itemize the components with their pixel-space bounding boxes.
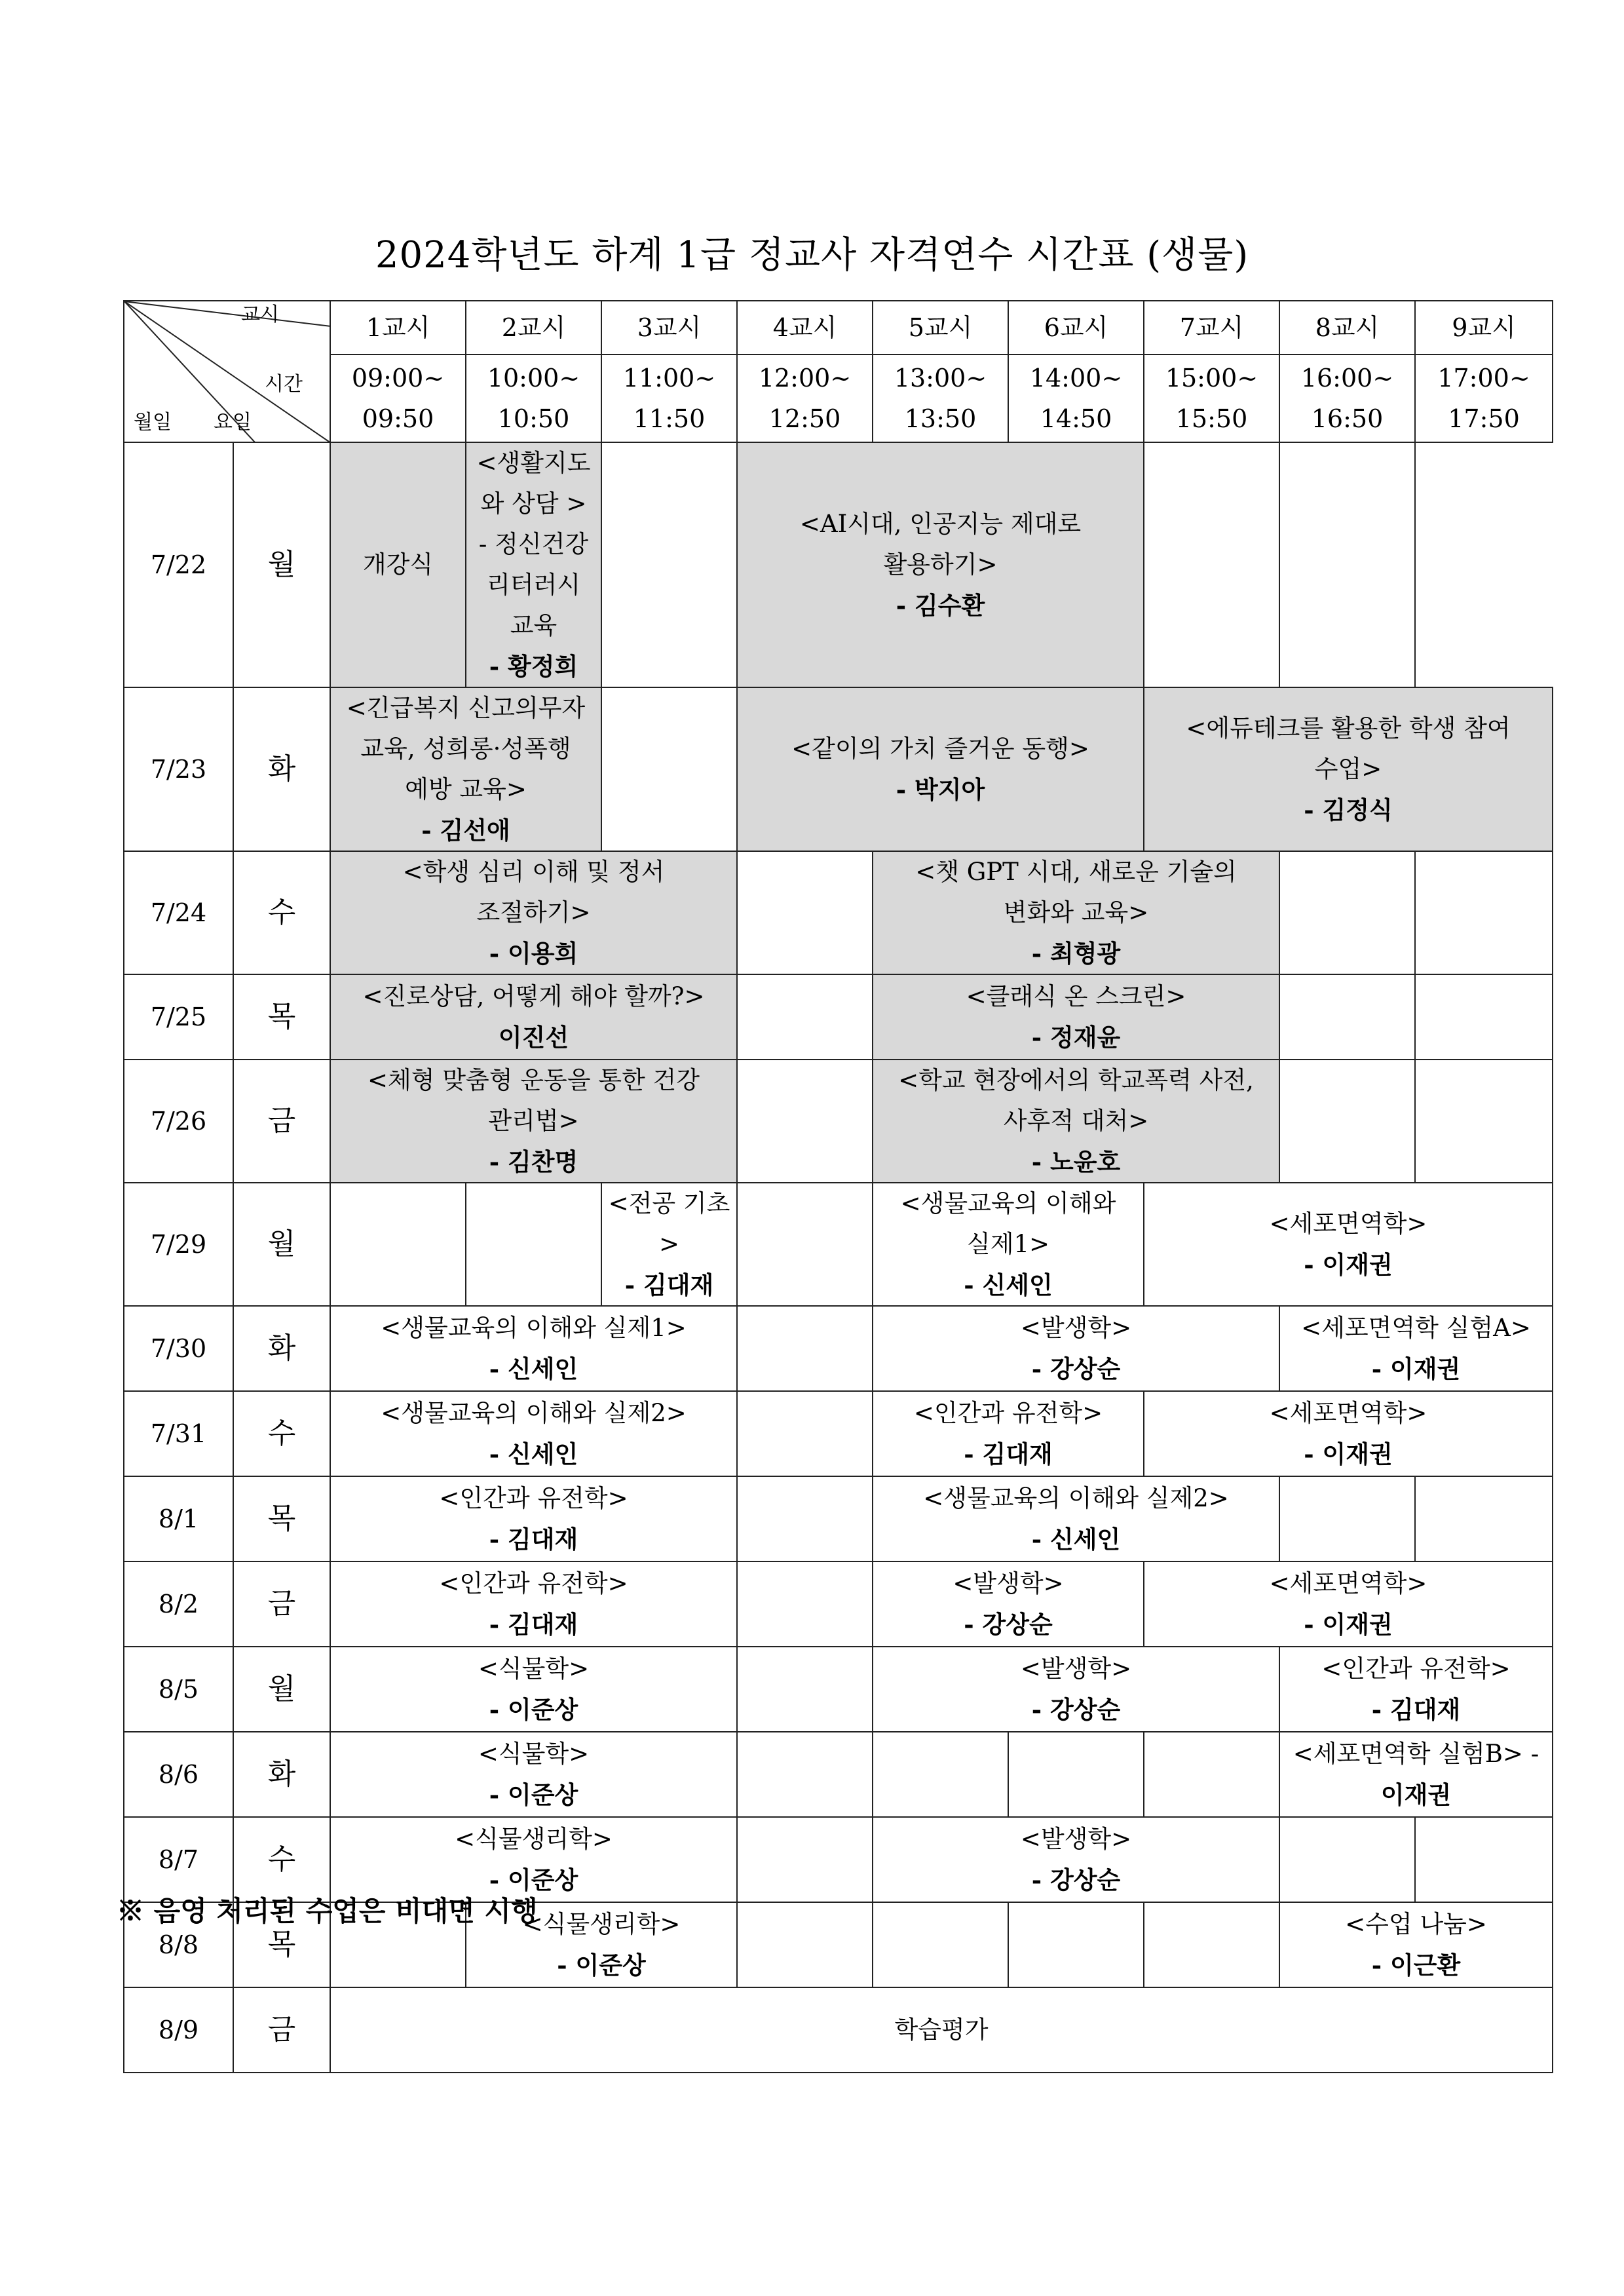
weekday-cell: 목 (233, 974, 330, 1060)
period-time (1144, 354, 1279, 442)
weekday-cell: 화 (233, 1732, 330, 1817)
instructor-name: - 이준상 (489, 1780, 578, 1809)
session-title-line: 사후적 대처> (1003, 1107, 1149, 1135)
session-cell (873, 1647, 1279, 1732)
instructor-name: - 신세인 (489, 1354, 578, 1383)
session-title-line: <클래식 온 스크린> (966, 982, 1186, 1010)
instructor-name: - 이용희 (489, 939, 578, 968)
period-label: 6교시 (1008, 301, 1144, 354)
corner-label-weekday: 요일 (214, 411, 252, 434)
date-cell: 7/30 (124, 1306, 233, 1391)
period-time (1415, 354, 1553, 442)
session-title-line: <세포면역학> (1269, 1399, 1427, 1427)
session-title-line: 변화와 교육> (1003, 898, 1149, 927)
instructor-name: - 노윤호 (1031, 1147, 1121, 1176)
empty-cell (737, 974, 873, 1060)
instructor-name: - 김선애 (421, 816, 510, 845)
period-start: 13:00~ (894, 364, 987, 392)
empty-cell (1144, 442, 1279, 687)
table-row (124, 1987, 1553, 2073)
weekday-cell: 화 (233, 1306, 330, 1391)
session-title-line: <발생학> (1020, 1655, 1132, 1683)
empty-cell (737, 1391, 873, 1476)
period-end: 16:50 (1311, 404, 1384, 433)
session-title-line: 조절하기> (476, 898, 591, 927)
empty-cell (1008, 1732, 1144, 1817)
table-row (124, 1561, 1553, 1647)
session-title-line: 예방 교육> (405, 775, 527, 803)
session-cell (330, 1306, 737, 1391)
empty-cell (1415, 851, 1553, 974)
instructor-name: - 이재권 (1371, 1354, 1461, 1383)
period-label: 8교시 (1279, 301, 1415, 354)
session-title-line: 실제1> (966, 1230, 1050, 1258)
date-cell: 7/29 (124, 1183, 233, 1306)
table-row (124, 1391, 1553, 1476)
period-label: 7교시 (1144, 301, 1279, 354)
period-start: 10:00~ (487, 364, 580, 392)
session-title-line: <식물학> (478, 1740, 590, 1768)
table-row (124, 1183, 1553, 1306)
weekday-cell: 금 (233, 1060, 330, 1183)
session-cell (330, 1987, 1553, 2073)
table-row (124, 1732, 1553, 1817)
empty-cell (737, 1183, 873, 1306)
empty-cell (873, 1732, 1008, 1817)
session-title-line: <식물생리학> (455, 1825, 613, 1853)
empty-cell (1415, 1476, 1553, 1561)
instructor-name: - 김대재 (1371, 1695, 1461, 1724)
session-title-line: <인간과 유전학> (439, 1484, 628, 1512)
instructor-name: - 김대재 (964, 1440, 1053, 1468)
empty-cell (1279, 851, 1415, 974)
empty-cell (1279, 1060, 1415, 1183)
weekday-cell: 수 (233, 851, 330, 974)
corner-label-period: 교시 (241, 303, 279, 326)
period-end: 11:50 (633, 404, 706, 433)
empty-cell (737, 1732, 873, 1817)
instructor-name: 이진선 (498, 1023, 569, 1052)
instructor-name: - 김수환 (896, 591, 985, 620)
date-cell: 8/7 (124, 1817, 233, 1902)
corner-label-time: 시간 (265, 373, 303, 396)
empty-cell (737, 1902, 873, 1987)
session-title-line: <식물학> (478, 1655, 590, 1683)
period-start: 15:00~ (1165, 364, 1258, 392)
session-title-line: <발생학> (953, 1569, 1064, 1598)
corner-label-date: 월일 (134, 411, 172, 434)
session-title-line: - 정신건강 리터러시 (478, 530, 589, 599)
instructor-name: - 이재권 (1304, 1440, 1393, 1468)
date-cell: 8/8 (124, 1902, 233, 1987)
table-row (124, 1060, 1553, 1183)
session-title-line: 수업> (1314, 755, 1382, 783)
session-title-line: <챗 GPT 시대, 새로운 기술의 (915, 858, 1237, 886)
period-label: 1교시 (330, 301, 466, 354)
session-cell (737, 442, 1144, 687)
empty-cell (1415, 974, 1553, 1060)
period-end: 10:50 (497, 404, 570, 433)
session-title-line: <식물생리학> (522, 1910, 681, 1938)
instructor-name: - 이준상 (557, 1951, 646, 1980)
session-cell (1144, 1183, 1553, 1306)
period-end: 13:50 (904, 404, 977, 433)
session-title-line: <수업 나눔> (1345, 1910, 1487, 1938)
empty-cell (737, 851, 873, 974)
session-title-line: 활용하기> (883, 550, 998, 579)
empty-cell (873, 1902, 1008, 1987)
table-row (124, 442, 1553, 687)
session-cell (330, 851, 737, 974)
date-cell: 8/5 (124, 1647, 233, 1732)
session-cell (873, 1476, 1279, 1561)
period-start: 17:00~ (1437, 364, 1530, 392)
session-title-line: <생물교육의 이해와 실제2> (923, 1484, 1229, 1512)
instructor-name: - 신세인 (964, 1271, 1053, 1299)
session-title-line: <세포면역학 실험A> (1301, 1314, 1531, 1342)
session-cell (1144, 1391, 1553, 1476)
period-end: 17:50 (1448, 404, 1520, 433)
session-cell (873, 1060, 1279, 1183)
session-title-line: <체형 맞춤형 운동을 통한 건강 (368, 1066, 700, 1094)
session-cell (873, 851, 1279, 974)
session-title-line: <학생 심리 이해 및 정서 (402, 858, 665, 886)
session-cell (1279, 1902, 1553, 1987)
session-cell (330, 974, 737, 1060)
session-title-line: <세포면역학> (1269, 1569, 1427, 1598)
period-start: 09:00~ (351, 364, 445, 392)
empty-cell (1279, 442, 1415, 687)
date-cell: 8/1 (124, 1476, 233, 1561)
session-title-line: 학습평가 (894, 2016, 989, 2044)
empty-cell (1144, 1732, 1279, 1817)
instructor-name: 이재권 (1380, 1780, 1452, 1809)
table-row (124, 1476, 1553, 1561)
instructor-name: - 김찬명 (489, 1147, 578, 1176)
instructor-name: - 강상순 (1031, 1354, 1121, 1383)
weekday-cell: 목 (233, 1476, 330, 1561)
empty-cell (737, 1476, 873, 1561)
session-title-line: <생물교육의 이해와 (900, 1189, 1116, 1217)
empty-cell (1415, 1817, 1553, 1902)
page-title: 2024학년도 하계 1급 정교사 자격연수 시간표 (생물) (375, 234, 1249, 277)
date-cell: 8/9 (124, 1987, 233, 2073)
session-cell (873, 1183, 1144, 1306)
instructor-name: - 이준상 (489, 1695, 578, 1724)
instructor-name: - 신세인 (489, 1440, 578, 1468)
empty-cell (1279, 974, 1415, 1060)
session-cell (873, 1817, 1279, 1902)
instructor-name: - 강상순 (964, 1610, 1053, 1639)
period-start: 14:00~ (1029, 364, 1123, 392)
instructor-name: - 이근환 (1371, 1951, 1461, 1980)
period-end: 14:50 (1040, 404, 1112, 433)
period-time (1008, 354, 1144, 442)
session-cell (330, 687, 601, 851)
table-row (124, 974, 1553, 1060)
session-title-line: <발생학> (1020, 1314, 1132, 1342)
period-time (601, 354, 737, 442)
period-start: 12:00~ (758, 364, 852, 392)
date-cell: 8/2 (124, 1561, 233, 1647)
period-time (330, 354, 466, 442)
instructor-name: - 김대재 (624, 1271, 714, 1299)
timetable (123, 300, 1553, 2073)
date-cell: 7/23 (124, 687, 233, 851)
empty-cell (1144, 1902, 1279, 1987)
empty-cell (601, 687, 737, 851)
weekday-cell: 월 (233, 1183, 330, 1306)
session-cell (330, 442, 466, 687)
session-title-line: <전공 기초> (608, 1189, 730, 1258)
period-start: 16:00~ (1300, 364, 1394, 392)
session-title-line: 교육 (510, 611, 557, 640)
instructor-name: - 신세인 (1031, 1525, 1121, 1554)
weekday-cell: 금 (233, 1561, 330, 1647)
period-label: 4교시 (737, 301, 873, 354)
session-cell (873, 1306, 1279, 1391)
instructor-name: - 김대재 (489, 1525, 578, 1554)
session-title-line: 교육, 성희롱·성폭행 (360, 735, 571, 763)
session-title-line: <학교 현장에서의 학교폭력 사전, (898, 1066, 1254, 1094)
instructor-name: - 정재윤 (1031, 1023, 1121, 1052)
period-time (737, 354, 873, 442)
session-cell (737, 687, 1144, 851)
weekday-cell: 수 (233, 1391, 330, 1476)
weekday-cell: 목 (233, 1902, 330, 1987)
session-title-line: <인간과 유전학> (1321, 1655, 1511, 1683)
session-cell (1144, 1561, 1553, 1647)
instructor-name: - 강상순 (1031, 1695, 1121, 1724)
weekday-cell: 월 (233, 442, 330, 687)
period-label: 3교시 (601, 301, 737, 354)
session-title-line: 관리법> (488, 1107, 579, 1135)
session-title-line: <세포면역학 실험B> - (1293, 1740, 1539, 1768)
empty-cell (737, 1561, 873, 1647)
period-time (873, 354, 1008, 442)
date-cell: 7/26 (124, 1060, 233, 1183)
session-title-line: <생물교육의 이해와 실제2> (381, 1399, 687, 1427)
session-cell (1279, 1306, 1553, 1391)
header-row-time (124, 354, 1553, 442)
period-end: 12:50 (768, 404, 841, 433)
session-title-line: <세포면역학> (1269, 1210, 1427, 1238)
empty-cell (601, 442, 737, 687)
instructor-name: - 이재권 (1304, 1610, 1393, 1639)
table-row (124, 687, 1553, 851)
period-end: 15:50 (1175, 404, 1248, 433)
instructor-name: - 이준상 (489, 1866, 578, 1894)
weekday-cell: 금 (233, 1987, 330, 2073)
period-time (1279, 354, 1415, 442)
empty-cell (1279, 1817, 1415, 1902)
session-cell (466, 442, 601, 687)
weekday-cell: 화 (233, 687, 330, 851)
table-row (124, 1647, 1553, 1732)
period-label: 5교시 (873, 301, 1008, 354)
session-title-line: 개강식 (362, 550, 434, 579)
instructor-name: - 이재권 (1304, 1250, 1393, 1279)
session-cell (330, 1060, 737, 1183)
period-start: 11:00~ (622, 364, 716, 392)
empty-cell (466, 1183, 601, 1306)
session-cell (330, 1391, 737, 1476)
session-cell (330, 1647, 737, 1732)
instructor-name: - 김정식 (1304, 795, 1393, 824)
session-title-line: <생활지도와 상담 > (476, 449, 591, 518)
table-row (124, 1306, 1553, 1391)
empty-cell (737, 1647, 873, 1732)
header-corner-cell (124, 301, 330, 442)
date-cell: 7/25 (124, 974, 233, 1060)
footnote: ※ 음영 처리된 수업은 비대면 시행 (117, 1895, 538, 1927)
empty-cell (1008, 1902, 1144, 1987)
date-cell: 7/24 (124, 851, 233, 974)
weekday-cell: 월 (233, 1647, 330, 1732)
instructor-name: - 최형광 (1031, 939, 1121, 968)
session-cell (873, 1391, 1144, 1476)
session-cell (873, 974, 1279, 1060)
period-label: 2교시 (466, 301, 601, 354)
date-cell: 7/22 (124, 442, 233, 687)
session-cell (873, 1561, 1144, 1647)
empty-cell (1279, 1476, 1415, 1561)
session-title-line: <에듀테크를 활용한 학생 참여 (1186, 714, 1511, 742)
session-cell (330, 1561, 737, 1647)
header-row-period (124, 301, 1553, 354)
empty-cell (737, 1306, 873, 1391)
session-cell (601, 1183, 737, 1306)
session-title-line: <생물교육의 이해와 실제1> (381, 1314, 687, 1342)
instructor-name: - 김대재 (489, 1610, 578, 1639)
session-cell (1144, 687, 1553, 851)
weekday-cell: 수 (233, 1817, 330, 1902)
session-title-line: <같이의 가치 즐거운 동행> (791, 735, 1089, 763)
session-title-line: <긴급복지 신고의무자 (346, 694, 586, 722)
session-cell (1279, 1732, 1553, 1817)
empty-cell (1415, 1060, 1553, 1183)
instructor-name: - 박지아 (896, 775, 985, 804)
period-time (466, 354, 601, 442)
session-title-line: <진로상담, 어떻게 해야 할까?> (362, 982, 705, 1010)
session-cell (330, 1732, 737, 1817)
instructor-name: - 황정희 (489, 652, 578, 681)
session-title-line: <발생학> (1020, 1825, 1132, 1853)
empty-cell (737, 1060, 873, 1183)
table-row (124, 851, 1553, 974)
date-cell: 7/31 (124, 1391, 233, 1476)
session-title-line: <인간과 유전학> (439, 1569, 628, 1598)
period-end: 09:50 (362, 404, 434, 433)
session-cell (1279, 1647, 1553, 1732)
empty-cell (737, 1817, 873, 1902)
instructor-name: - 강상순 (1031, 1866, 1121, 1894)
session-title-line: <AI시대, 인공지능 제대로 (799, 510, 1082, 538)
period-label: 9교시 (1415, 301, 1553, 354)
date-cell: 8/6 (124, 1732, 233, 1817)
session-cell (330, 1476, 737, 1561)
session-title-line: <인간과 유전학> (913, 1399, 1103, 1427)
empty-cell (330, 1183, 466, 1306)
